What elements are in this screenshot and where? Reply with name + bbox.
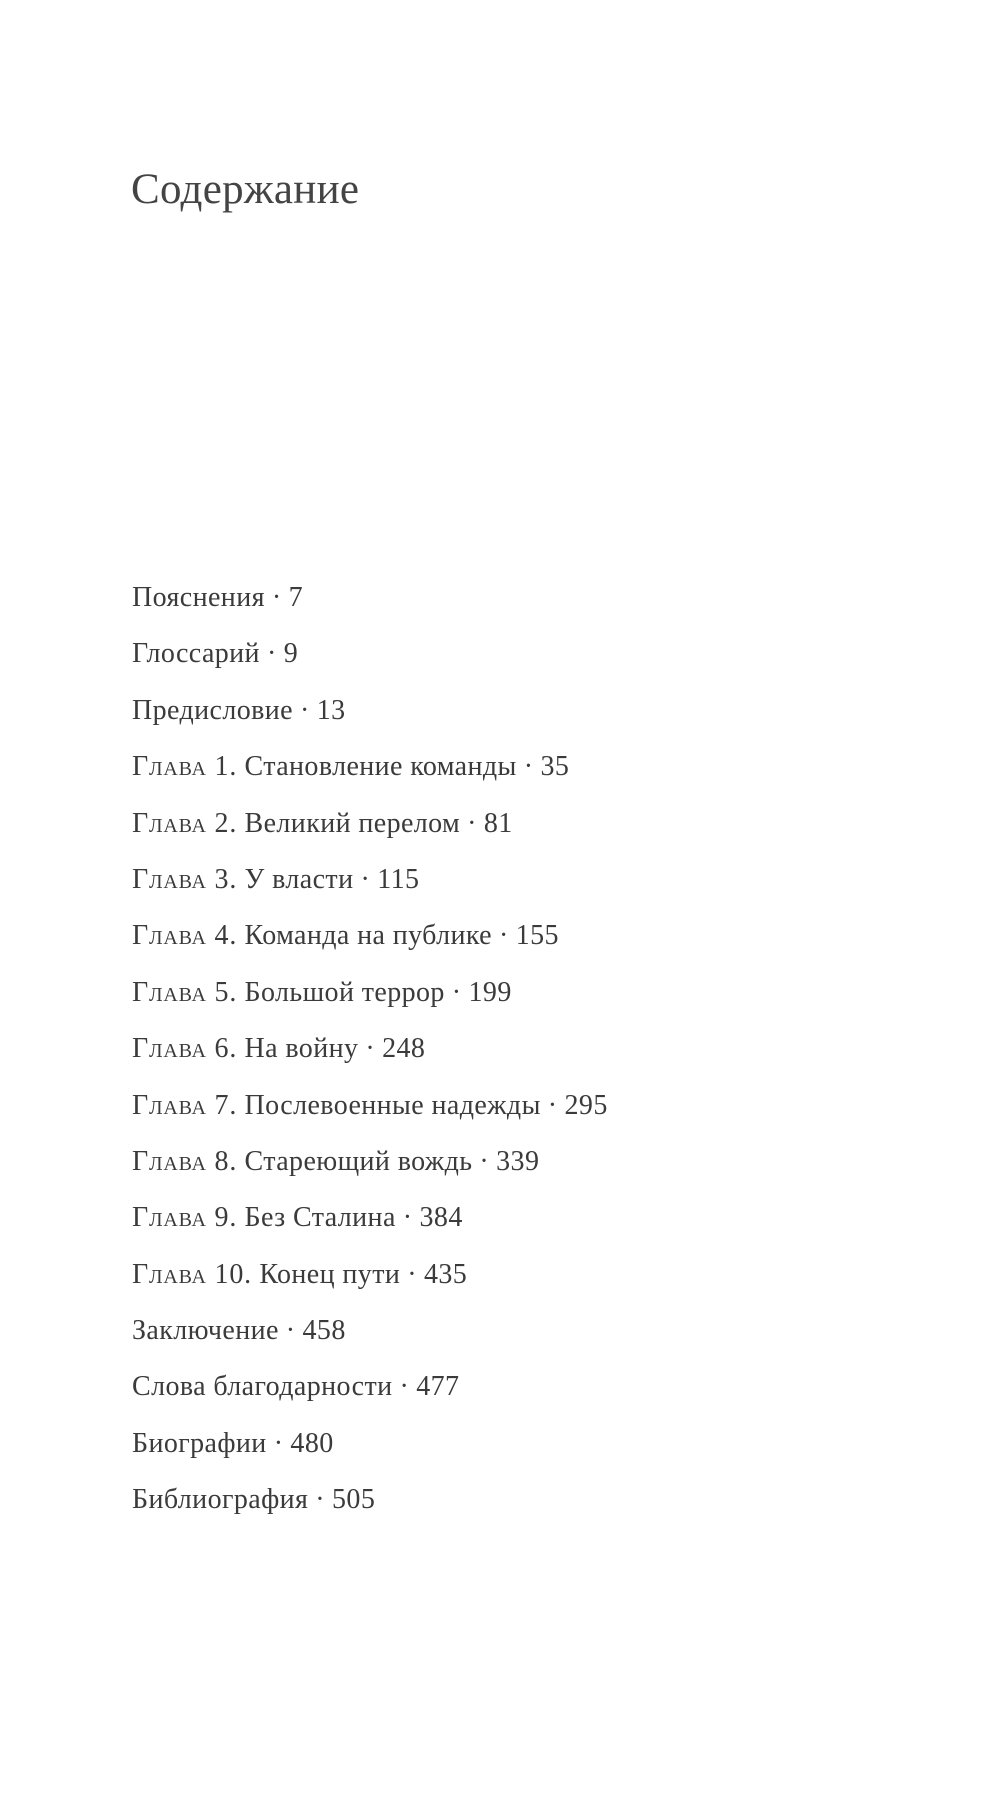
page-number: 115: [377, 863, 420, 895]
entry-title: Библиография: [132, 1484, 309, 1516]
chapter-label: Глава 4.: [132, 920, 238, 952]
separator-dot: ·: [315, 1484, 326, 1516]
table-of-contents: [132, 584, 608, 1543]
entry-title: Биографии: [132, 1427, 267, 1459]
chapter-label: Глава 2.: [132, 807, 238, 839]
chapter-label: Глава 8.: [132, 1145, 238, 1177]
page-number: 339: [496, 1145, 540, 1177]
separator-dot: ·: [285, 1315, 296, 1347]
separator-dot: ·: [399, 1371, 410, 1403]
page-number: 384: [419, 1202, 463, 1234]
toc-entry[interactable]: [132, 640, 608, 696]
page-number: 199: [468, 976, 512, 1008]
entry-title: Команда на публике: [244, 920, 492, 952]
page-number: 9: [283, 638, 299, 670]
toc-entry[interactable]: [132, 584, 608, 640]
separator-dot: ·: [266, 638, 277, 670]
page-number: 477: [416, 1371, 460, 1403]
chapter-label: Глава 9.: [132, 1202, 238, 1234]
chapter-label: Глава 6.: [132, 1033, 238, 1065]
entry-title: Слова благодарности: [132, 1371, 393, 1403]
entry-title: Большой террор: [244, 976, 445, 1008]
separator-dot: ·: [407, 1258, 417, 1290]
toc-entry[interactable]: [132, 1089, 608, 1148]
toc-entry[interactable]: [132, 1204, 608, 1260]
page-number: 435: [423, 1258, 468, 1290]
toc-entry[interactable]: [132, 1373, 608, 1429]
page-number: 35: [540, 751, 570, 783]
entry-title: Заключение: [132, 1315, 279, 1347]
page-title: Содержание: [131, 166, 360, 213]
toc-entry[interactable]: [132, 753, 608, 809]
page-number: 458: [302, 1315, 346, 1347]
page-number: 248: [382, 1033, 426, 1065]
entry-title: Послевоенные надежды: [244, 1089, 541, 1121]
toc-entry[interactable]: [132, 1427, 608, 1486]
toc-entry[interactable]: [132, 922, 608, 978]
entry-title: Предисловие: [132, 694, 293, 726]
separator-dot: ·: [523, 751, 534, 783]
entry-title: Пояснения: [132, 582, 265, 613]
toc-entry[interactable]: [132, 1145, 608, 1204]
entry-title: На войну: [244, 1033, 359, 1065]
entry-title: Без Сталина: [244, 1202, 396, 1234]
page-number: 7: [288, 582, 303, 613]
toc-entry[interactable]: [132, 863, 608, 922]
toc-entry[interactable]: [132, 1317, 608, 1373]
toc-entry[interactable]: [132, 807, 608, 866]
page-number: 13: [316, 694, 346, 726]
page-number: 155: [515, 920, 559, 952]
chapter-label: Глава 3.: [132, 863, 238, 895]
separator-dot: ·: [360, 863, 371, 895]
chapter-label: Глава 1.: [132, 751, 238, 783]
chapter-label: Глава 7.: [132, 1089, 238, 1121]
entry-title: Конец пути: [259, 1258, 401, 1290]
page-number: 505: [332, 1484, 376, 1516]
entry-title: Великий перелом: [244, 807, 461, 839]
separator-dot: ·: [479, 1145, 490, 1177]
separator-dot: ·: [402, 1202, 413, 1234]
separator-dot: ·: [451, 976, 462, 1008]
separator-dot: ·: [498, 920, 509, 952]
chapter-label: Глава 10.: [132, 1258, 252, 1290]
entry-title: У власти: [244, 863, 354, 895]
separator-dot: ·: [467, 807, 477, 839]
toc-entry[interactable]: [132, 694, 608, 753]
toc-entry[interactable]: [132, 1486, 608, 1542]
entry-title: Стареющий вождь: [244, 1145, 473, 1177]
separator-dot: ·: [547, 1089, 558, 1121]
toc-entry[interactable]: [132, 1035, 608, 1091]
page-number: 295: [564, 1089, 608, 1121]
separator-dot: ·: [273, 1427, 284, 1459]
page-number: 81: [483, 807, 513, 839]
page-number: 480: [290, 1427, 334, 1459]
separator-dot: ·: [299, 694, 310, 726]
entry-title: Становление команды: [244, 751, 517, 783]
entry-title: Глоссарий: [132, 638, 260, 670]
chapter-label: Глава 5.: [132, 976, 238, 1008]
separator-dot: ·: [271, 582, 282, 613]
toc-entry[interactable]: [132, 1258, 608, 1317]
toc-entry[interactable]: [132, 976, 608, 1035]
separator-dot: ·: [365, 1033, 376, 1065]
